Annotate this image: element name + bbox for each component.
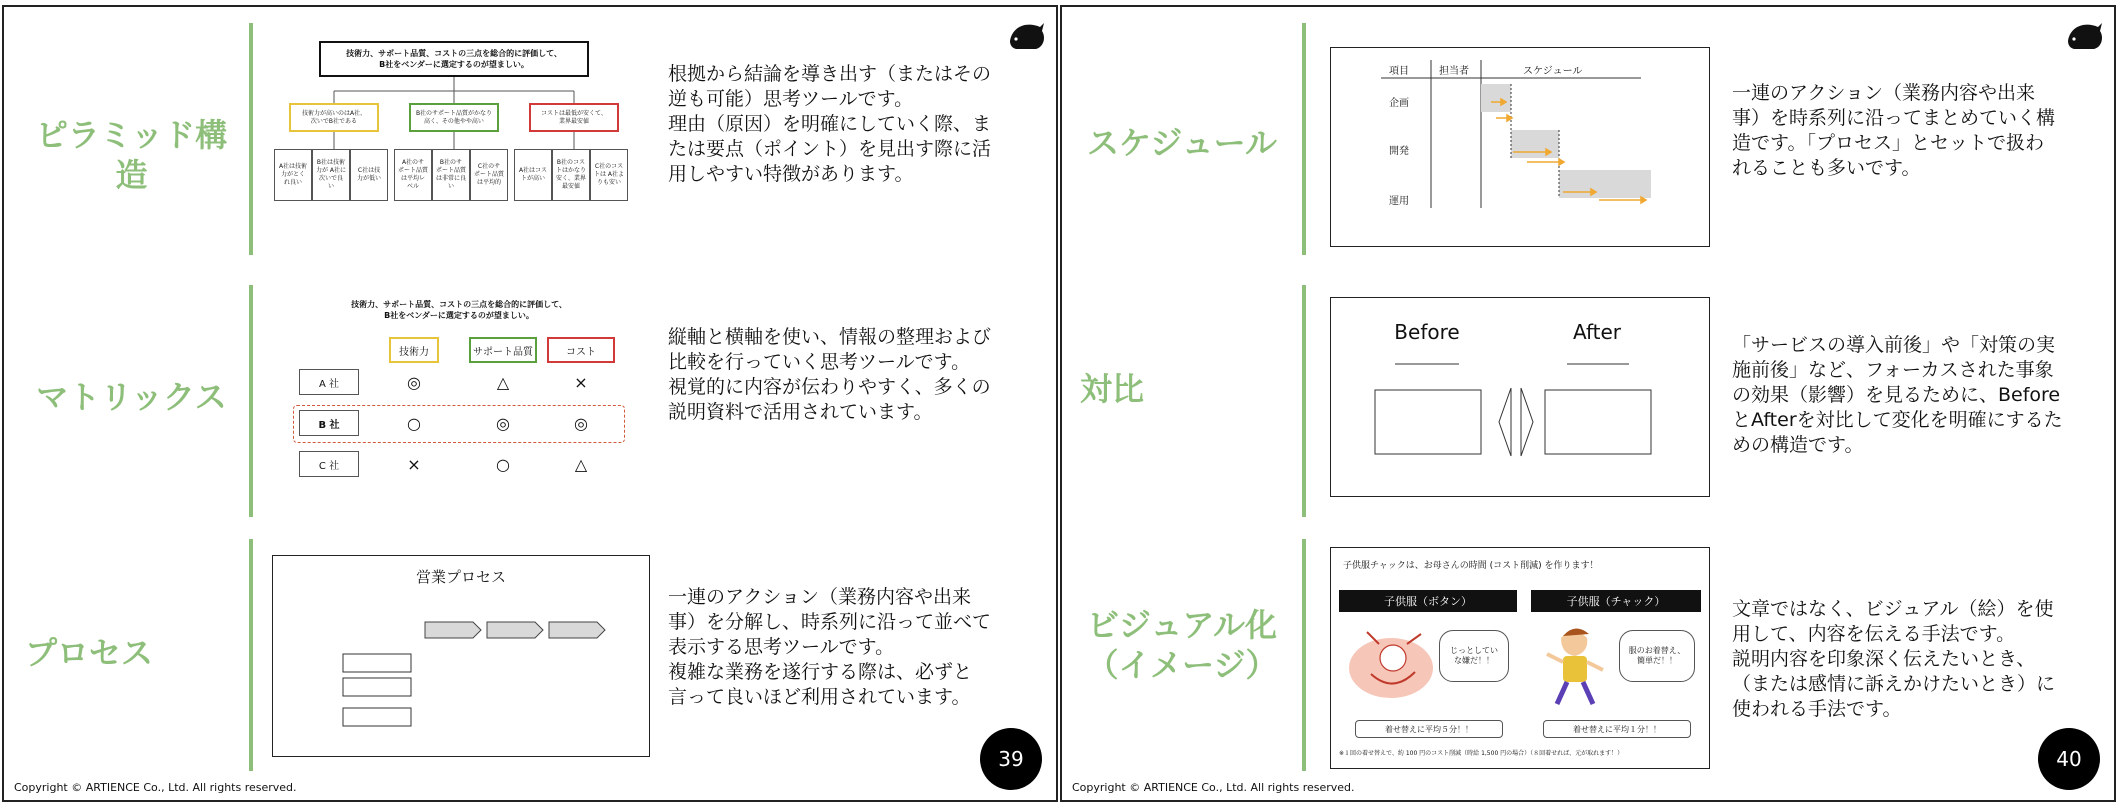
matrix-cell: △ <box>496 372 510 392</box>
section-description: 一連のアクション（業務内容や出来 事）を時系列に沿ってまとめていく構 造です。「プロセス」とセットで扱わ れることも多いです。 <box>1732 82 2056 179</box>
visual-right-label: 子供服（チャック） <box>1531 590 1701 612</box>
visual-right-bubble: 服のお着替え、 簡単だ！！ <box>1619 630 1695 682</box>
section-description: 文章ではなく、ビジュアル（絵）を使 用して、内容を伝える手法です。 説明内容を印象深く伝えたいとき、 （または感情に訴えかけたいとき）に 使われる手法です。 <box>1732 598 2056 720</box>
matrix-cell: ◎ <box>574 413 588 433</box>
visual-left-bubble: じっとしてい な嫌だ！！ <box>1439 630 1509 682</box>
pyramid-leaf: B社のコス トはかなり 安く、業界 最安値 <box>552 149 590 201</box>
matrix-col-header: サポート品質 <box>469 337 537 363</box>
pyramid-leaf: A社は技術 力がとく れ良い <box>274 149 312 201</box>
pyramid-mid-box-1: 技術力が高いのはA社、 次いでB社である <box>289 103 379 132</box>
section-title-pyramid: ピラミッド構造 <box>35 116 228 194</box>
section-divider <box>249 539 253 771</box>
section-description: 縦軸と横軸を使い、情報の整理および 比較を行っていく思考ツールです。 視覚的に内容が伝わりやすく、多くの 説明資料で活用されています。 <box>668 326 992 423</box>
schedule-gantt <box>1331 48 1709 246</box>
process-diagram <box>272 555 650 757</box>
section-title-process: プロセス <box>24 634 153 672</box>
section-title-contrast: 対比 <box>1079 370 1144 408</box>
section-divider <box>249 285 253 517</box>
pyramid-mid-box-3: コストは最低が安くて、 業界最安値 <box>529 103 619 132</box>
schedule-row-label: 運用 <box>1389 196 1409 207</box>
contrast-shapes <box>1331 298 1709 496</box>
pyramid-leaf: A社はコス トが高い <box>514 149 552 201</box>
schedule-col-item: 項目 <box>1389 66 1409 77</box>
section-title-visual: ビジュアル化 （イメージ） <box>1086 606 1278 684</box>
visual-heading: 子供服チャックは、お母さんの時間 (コスト削減) を作ります！ <box>1343 561 1599 571</box>
visual-left-caption: 着せ替えに平均５分！！ <box>1355 720 1503 738</box>
section-description: 一連のアクション（業務内容や出来 事）を分解し、時系列に沿って並べて 表示する思考ツールです。 複雑な業務を遂行する際は、必ずと 言って良いほど利用されています。 <box>668 586 992 708</box>
contrast-diagram <box>1330 297 1710 497</box>
pyramid-mid-box-2: B社のサポート品質がかなり 高く、その他やや高い <box>409 103 499 132</box>
before-label: Before <box>1394 320 1460 344</box>
process-shapes <box>273 556 649 756</box>
schedule-row-label: 開発 <box>1389 146 1409 157</box>
visual-diagram <box>1330 547 1710 769</box>
pyramid-leaf: C社は技 力が低い <box>350 149 388 201</box>
matrix-diagram <box>289 297 634 487</box>
matrix-cell: ○ <box>407 413 421 433</box>
section-description: 根拠から結論を導き出す（またはその 逆も可能）思考ツールです。 理由（原因）を明確にしていく際、ま たは要点（ポイント）を見出す際に活 用しやすい特徴があります。 <box>668 63 992 185</box>
copyright: Copyright © ARTIENCE Co., Ltd. All rights reserved. <box>1072 781 1355 794</box>
pyramid-leaf: B社のサ ポート品質 は非常に良 い <box>432 149 470 201</box>
matrix-row-label: A 社 <box>299 369 359 395</box>
matrix-row-label: B 社 <box>299 410 359 436</box>
matrix-heading: 技術力、サポート品質、コストの三点を総合的に評価して、 B社をベンダーに選定するのが望ましい。 <box>351 300 567 320</box>
section-title-matrix: マトリックス <box>36 378 227 416</box>
pyramid-leaf: B社は技術 力が A社に 次いで良 い <box>312 149 350 201</box>
schedule-diagram <box>1330 47 1710 247</box>
section-title-schedule: スケジュール <box>1086 124 1278 162</box>
section-divider <box>1302 539 1306 771</box>
process-heading: 営業プロセス <box>415 568 506 586</box>
matrix-cell: △ <box>574 454 588 474</box>
matrix-cell: ○ <box>496 454 510 474</box>
matrix-cell: × <box>407 454 421 474</box>
pyramid-top-box: 技術力、サポート品質、コストの三点を総合的に評価して、 B社をベンダーに選定するのが望ましい。 <box>319 41 589 77</box>
section-description: 「サービスの導入前後」や「対策の実 施前後」など、フォーカスされた事象 の効果（影響）を見るために、Before とAfterを対比して変化を明確にするた めの構造です。 <box>1732 334 2063 456</box>
matrix-col-header: 技術力 <box>389 337 439 363</box>
matrix-row-label: C 社 <box>299 451 359 477</box>
matrix-cell: × <box>574 372 588 392</box>
copyright: Copyright © ARTIENCE Co., Ltd. All rights reserved. <box>14 781 297 794</box>
section-divider <box>249 23 253 255</box>
hedgehog-logo-icon <box>1006 15 1048 57</box>
matrix-col-header: コスト <box>547 337 615 363</box>
schedule-col-schedule: スケジュール <box>1523 66 1583 77</box>
schedule-col-owner: 担当者 <box>1439 66 1469 77</box>
slide-40 <box>1060 5 2116 802</box>
visual-left-label: 子供服（ボタン） <box>1339 590 1517 612</box>
hedgehog-logo-icon <box>2064 15 2106 57</box>
schedule-row-label: 企画 <box>1389 98 1409 109</box>
section-divider <box>1302 285 1306 517</box>
pyramid-leaf: A社のサ ポート品質 は平均レ ベル <box>394 149 432 201</box>
pyramid-leaf: C社のコス トは A社よ りも安い <box>590 149 628 201</box>
pyramid-leaf: C社のサ ポート品質 は平均的 <box>470 149 508 201</box>
matrix-cell: ◎ <box>407 372 421 392</box>
visual-footnote: ※１回の着せ替えで、約 100 円のコスト削減（時給 1,500 円の場合）（８回着せれば、元が取れます！） <box>1339 750 1624 757</box>
slide-39 <box>2 5 1058 802</box>
matrix-cell: ◎ <box>496 413 510 433</box>
after-label: After <box>1572 320 1622 344</box>
visual-right-caption: 着せ替えに平均１分！！ <box>1543 720 1691 738</box>
pyramid-diagram <box>266 29 652 209</box>
page-number: 40 <box>2038 728 2100 790</box>
section-divider <box>1302 23 1306 255</box>
page-number: 39 <box>980 728 1042 790</box>
